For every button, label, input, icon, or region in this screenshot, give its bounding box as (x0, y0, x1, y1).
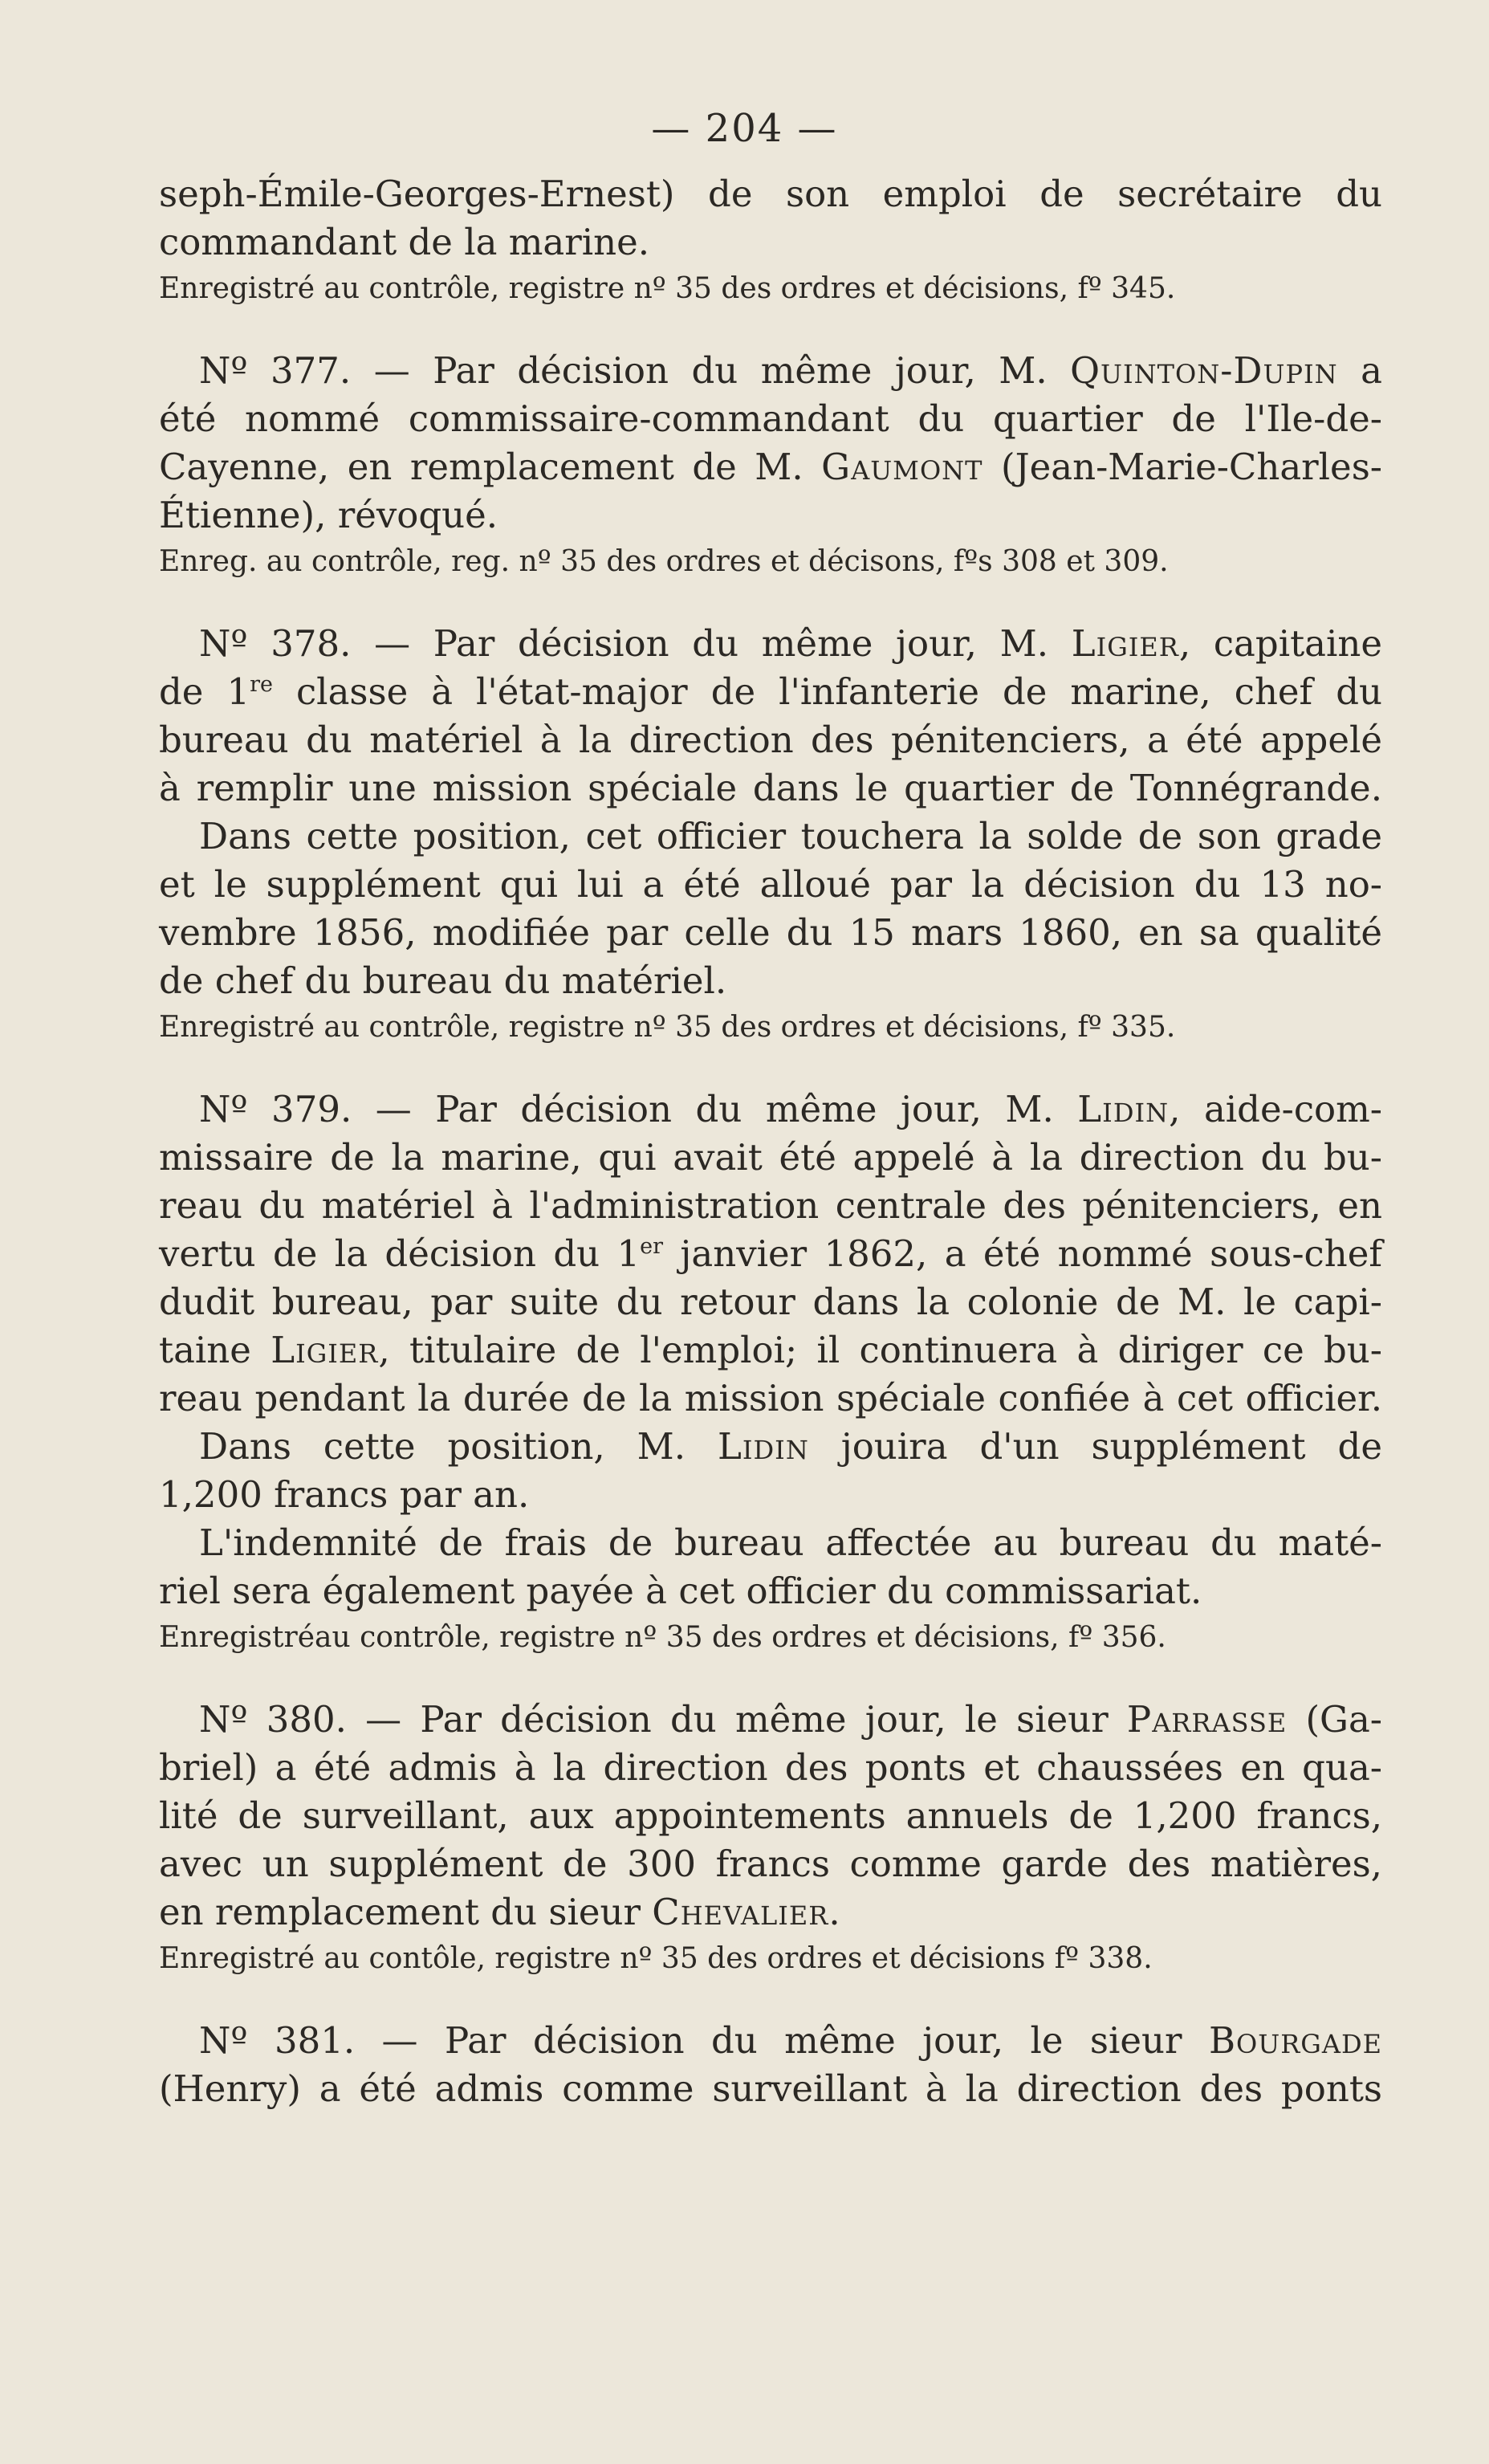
text-line: Dans cette position, cet officier touchera la solde de son grade (199, 815, 1382, 857)
registration-note: Enregistré au contrôle, registre nº 35 des ordres et décisions, fº 345. (159, 272, 1176, 305)
text-line: reau pendant la durée de la mission spéciale confiée à cet officier. (159, 1377, 1382, 1419)
person-name: Chevalier (652, 1891, 829, 1933)
text-line: (Henry) a été admis comme surveillant à la direction des ponts (159, 2067, 1382, 2110)
text-line: vembre 1856, modifiée par celle du 15 mars 1860, en sa qualité (159, 911, 1382, 954)
decision-381 (159, 2017, 1382, 2113)
person-name: Lidin (718, 1425, 809, 1468)
text-line: bureau du matériel à la direction des pénitenciers, a été appelé (159, 719, 1382, 761)
page-body (159, 170, 1382, 2113)
decision-379 (159, 1085, 1382, 1660)
text-line: Nº 381. — Par décision du même jour, le sieur Bourgade (199, 2019, 1382, 2062)
registration-note: Enregistré au contrôle, registre nº 35 des ordres et décisions, fº 335. (159, 1011, 1176, 1044)
text-line: de chef du bureau du matériel. (159, 959, 727, 1002)
decision-377 (159, 347, 1382, 584)
text-line: dudit bureau, par suite du retour dans la colonie de M. le capi- (159, 1281, 1382, 1323)
text-line: Nº 379. — Par décision du même jour, M. Lidin, aide-com- (199, 1088, 1382, 1130)
registration-note: Enreg. au contrôle, reg. nº 35 des ordres et décisons, fºs 308 et 309. (159, 545, 1169, 578)
text-line: riel sera également payée à cet officier du commissariat. (159, 1570, 1202, 1612)
text-line: missaire de la marine, qui avait été appelé à la direction du bu- (159, 1136, 1382, 1179)
person-name: Ligier (1071, 622, 1179, 665)
person-name: Gaumont (821, 446, 983, 488)
text-line: été nommé commissaire-commandant du quartier de l'Ile-de- (159, 397, 1382, 440)
registration-note: Enregistréau contrôle, registre nº 35 des ordres et décisions, fº 356. (159, 1621, 1166, 1654)
text-line: Nº 377. — Par décision du même jour, M. Quinton-Dupin a (199, 349, 1382, 392)
text-line: Cayenne, en remplacement de M. Gaumont (Jean-Marie-Charles- (159, 446, 1382, 488)
decision-378 (159, 620, 1382, 1050)
decision-380 (159, 1696, 1382, 1981)
text-line: vertu de la décision du 1er janvier 1862, a été nommé sous-chef (159, 1232, 1382, 1275)
text-line: avec un supplément de 300 francs comme garde des matières, (159, 1843, 1382, 1885)
text-line: reau du matériel à l'administration centrale des pénitenciers, en (159, 1184, 1382, 1227)
page-number: — 204 — (651, 106, 838, 151)
person-name: Quinton-Dupin (1070, 349, 1338, 392)
text-line: de 1re classe à l'état-major de l'infanterie de marine, chef du (159, 670, 1383, 713)
text-line: Nº 380. — Par décision du même jour, le sieur Parrasse (Ga- (199, 1698, 1382, 1741)
text-line: en remplacement du sieur Chevalier. (159, 1891, 840, 1933)
continuation-entry (159, 170, 1382, 312)
text-line: Nº 378. — Par décision du même jour, M. Ligier, capitaine (199, 622, 1383, 665)
person-name: Lidin (1077, 1088, 1170, 1130)
text-line: taine Ligier, titulaire de l'emploi; il continuera à diriger ce bu- (159, 1329, 1382, 1371)
registration-note: Enregistré au contôle, registre nº 35 des ordres et décisions fº 338. (159, 1942, 1153, 1975)
person-name: Ligier (271, 1329, 379, 1371)
text-line: à remplir une mission spéciale dans le quartier de Tonnégrande. (159, 767, 1382, 809)
text-line: seph-Émile-Georges-Ernest) de son emploi de secrétaire du (159, 173, 1382, 215)
text-line: lité de surveillant, aux appointements annuels de 1,200 francs, (159, 1794, 1382, 1837)
person-name: Bourgade (1208, 2019, 1382, 2062)
text-line: 1,200 francs par an. (159, 1473, 530, 1516)
text-line: Dans cette position, M. Lidin jouira d'un supplément de (199, 1425, 1382, 1468)
person-name: Parrasse (1126, 1698, 1288, 1741)
text-line: et le supplément qui lui a été alloué par la décision du 13 no- (159, 863, 1382, 906)
text-line: Étienne), révoqué. (159, 494, 498, 536)
text-line: L'indemnité de frais de bureau affectée au bureau du maté- (199, 1521, 1382, 1564)
text-line: commandant de la marine. (159, 221, 650, 263)
text-line: briel) a été admis à la direction des ponts et chaussées en qua- (159, 1746, 1382, 1789)
